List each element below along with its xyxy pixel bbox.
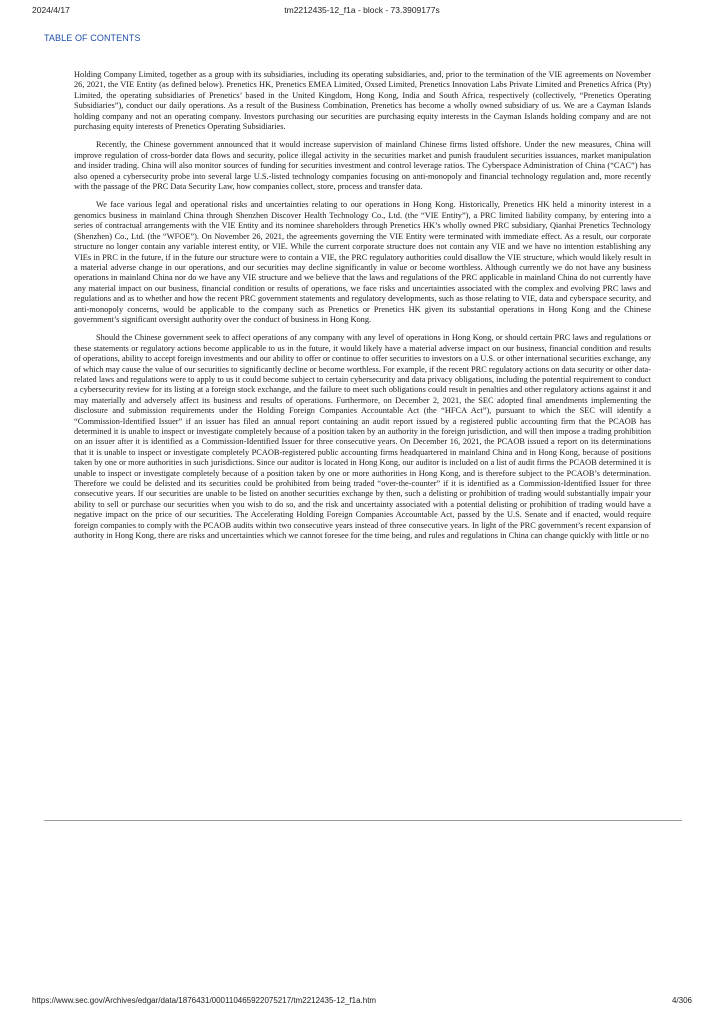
print-document-title: tm2212435-12_f1a - block - 73.3909177s (284, 5, 440, 15)
source-url: https://www.sec.gov/Archives/edgar/data/1876431/000110465922075217/tm2212435-12_f1a.htm (32, 996, 377, 1005)
print-header (32, 5, 692, 19)
paragraph-holding-company: Holding Company Limited, together as a group with its subsidiaries, including its operating subsidiaries, and, prior to the termination of the VIE agreements on November 26, 2021, the VIE Entity (as defined below). Prenetics HK, Prenetics EMEA Limited, Oxsed Limited, Prenetics Innovation Labs Private Limited and Prenetics Africa (Pty) Limited, the operating subsidiaries of Prenetics’ based in the United Kingdom, Hong Kong, India and South Africa, respectively (collectively, “Prenetics Operating Subsidiaries”), conduct our daily operations. As a result of the Business Combination, Prenetics has become a wholly owned subsidiary of us. We are a Cayman Islands holding company and not an operating company. Investors purchasing our securities are purchasing equity interests in the Cayman Islands holding company and are not purchasing equity interests of Prenetics Operating Subsidiaries. (74, 70, 651, 132)
print-footer (32, 996, 692, 1010)
print-date: 2024/4/17 (32, 5, 70, 15)
document-body (74, 70, 651, 549)
paragraph-hfca-act: Should the Chinese government seek to affect operations of any company with any level of operations in Hong Kong, or should certain PRC laws and regulations or these statements or regulatory actions become applicable to us in the future, it would likely have a material adverse impact on our business, financial condition and results of operations, ability to accept foreign investments and our ability to offer or continue to offer securities to investors on a U.S. or other international securities exchange, any of which may cause the value of our securities to significantly decline or become worthless. For example, if the recent PRC regulatory actions on data security or other data-related laws and regulations were to apply to us it could become subject to certain cybersecurity and data privacy obligations, including the potential requirement to conduct a cybersecurity review for its listing at a foreign stock exchange, and the failure to meet such obligations could result in penalties and other regulatory actions against it and may materially and adversely affect its business and results of operations. Furthermore, on December 2, 2021, the SEC adopted final amendments implementing the disclosure and submission requirements under the Holding Foreign Companies Accountable Act (the “HFCA Act”), pursuant to which the SEC will identify a “Commission-Identified Issuer” if an issuer has filed an annual report containing an audit report issued by a registered public accounting firm that the PCAOB has determined it is unable to inspect or investigate completely because of a position taken by an authority in the foreign jurisdiction, and will then impose a trading prohibition on an issuer after it is identified as a Commission-Identified Issuer for three consecutive years. On December 16, 2021, the PCAOB issued a report on its determinations that it is unable to inspect or investigate completely PCAOB-registered public accounting firms headquartered in mainland China and in Hong Kong, because of positions taken by one or more authorities in such jurisdictions. Since our auditor is located in Hong Kong, our auditor is included on a list of audit firms the PCAOB determined it is unable to inspect or investigate completely because of a position taken by one or more authorities in Hong Kong, and is therefore subject to the PCAOB’s determination. Therefore we could be delisted and its securities could be prohibited from being traded “over-the-counter” if it is identified as a Commission-Identified Issuer for three consecutive years. If our securities are unable to be listed on another securities exchange by then, such a delisting or prohibition of trading would substantially impair your ability to sell or purchase our securities when you wish to do so, and the risk and uncertainty associated with a potential delisting or prohibition of trading would have a negative impact on the price of our securities. The Accelerating Holding Foreign Companies Accountable Act, passed by the U.S. Senate and if enacted, would require foreign companies to comply with the PCAOB audits within two consecutive years instead of three consecutive years. In light of the PRC government’s recent expansion of authority in Hong Kong, there are risks and uncertainties which we cannot foresee for the time being, and rules and regulations in China can change quickly with little or no (74, 333, 651, 541)
paragraph-hong-kong-risks: We face various legal and operational risks and uncertainties relating to our operations in Hong Kong. Historically, Prenetics HK held a minority interest in a genomics business in mainland China through Shenzhen Discover Health Technology Co., Ltd. (the “VIE Entity”), a PRC limited liability company, by entering into a series of contractual arrangements with the VIE Entity and its nominee shareholders through Prenetics HK’s wholly owned PRC subsidiary, Qianhai Prenetics Technology (Shenzhen) Co., Ltd. (the “WFOE”). On November 26, 2021, the agreements governing the VIE Entity were terminated with immediate effect. As a result, our corporate structure no longer contain any variable interest entity, or VIE. While the current corporate structure does not contain any VIE and we have no intention establishing any VIEs in PRC in the future, if in the future our structure were to contain a VIE, the PRC regulatory authorities could disallow the VIE structure, which would likely result in a material adverse change in our operations, and our securities may decline significantly in value or become worthless. Although currently we do not have any business operations in mainland China nor do we have any VIE structure and we believe that the laws and regulations of the PRC applicable in mainland China do not currently have any material impact on our business, financial condition or results of operations, we face risks and uncertainties associated with the complex and evolving PRC laws and regulations and as to whether and how the recent PRC government statements and regulatory developments, such as those relating to VIE, data and cyberspace security, and anti-monopoly concerns, would be applicable to the company such as Prenetics or Prenetics HK given its substantial operations in Hong Kong and the Chinese government’s significant oversight authority over the conduct of business in Hong Kong. (74, 200, 651, 324)
table-of-contents-link[interactable]: TABLE OF CONTENTS (44, 33, 141, 43)
page-divider (44, 820, 682, 821)
page-number: 4/306 (671, 996, 692, 1005)
paragraph-chinese-supervision: Recently, the Chinese government announced that it would increase supervision of mainland Chinese firms listed offshore. Under the new measures, China will improve regulation of cross-border data flows and security, police illegal activity in the securities market and punish fraudulent securities issuances, market manipulation and insider trading. China will also monitor sources of funding for securities investment and control leverage ratios. The Cyberspace Administration of China (“CAC”) has also opened a cybersecurity probe into several large U.S.-listed technology companies focusing on anti-monopoly and financial technology regulation and, more recently with the passage of the PRC Data Security Law, how companies collect, store, process and transfer data. (74, 140, 651, 192)
